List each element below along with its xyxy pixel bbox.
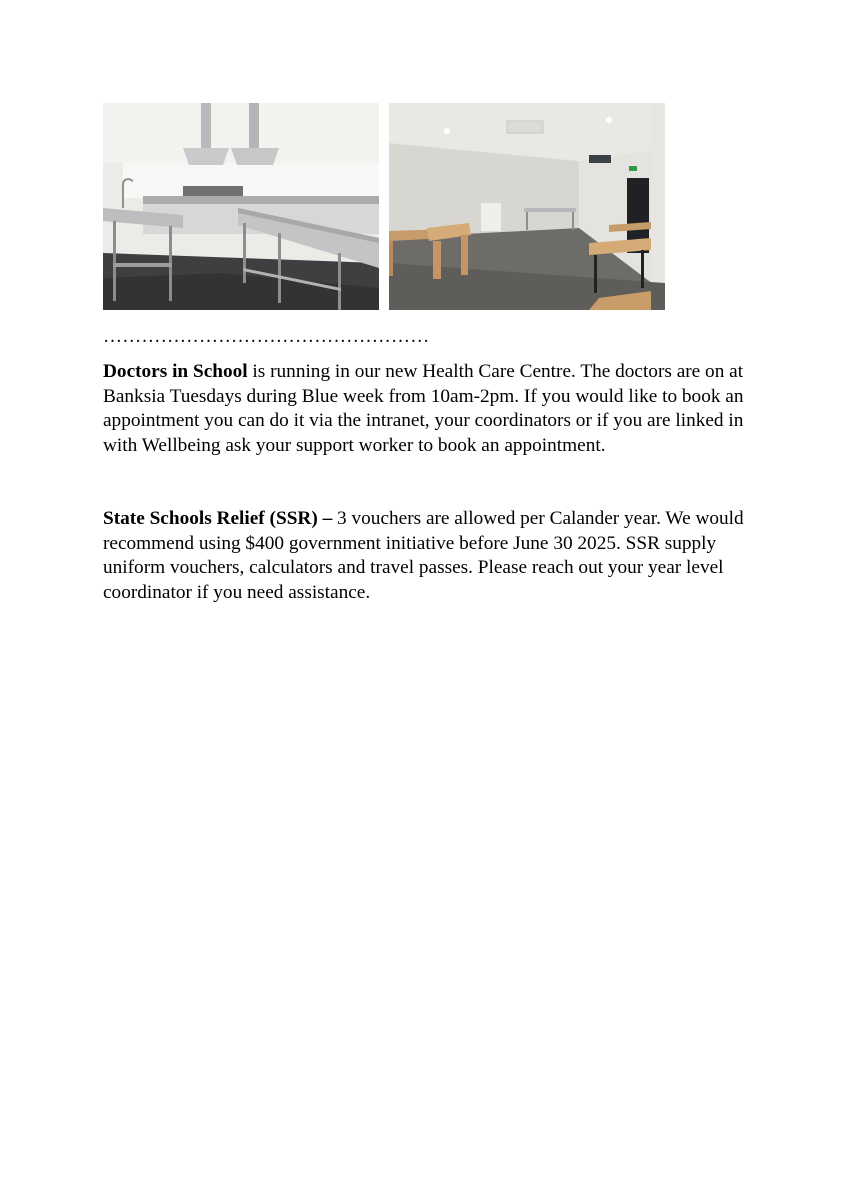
separator-dots: …………………………………………… bbox=[103, 326, 430, 347]
state-schools-relief-paragraph bbox=[103, 507, 751, 605]
doctors-in-school-heading: Doctors in School bbox=[103, 361, 248, 382]
doctors-in-school-body: is running in our new Health Care Centre. The doctors are on at Banksia Tuesdays during Blue week from 10am-2pm. If you would like to book an appointment you can do it via the intranet, your coordinators or if you are linked in with Wellbeing ask your support worker to book an appointment. bbox=[103, 361, 744, 456]
state-schools-relief-body: 3 vouchers are allowed per Calander year. We would recommend using $400 government initiative before June 30 2025. SSR supply uniform vouchers, calculators and travel passes. Please reach out your year level coordinator if you need assistance. bbox=[103, 508, 744, 603]
doctors-in-school-paragraph bbox=[103, 360, 751, 458]
health-centre-room-photo bbox=[389, 103, 665, 310]
kitchen-photo bbox=[103, 103, 379, 310]
state-schools-relief-heading: State Schools Relief (SSR) – bbox=[103, 508, 333, 529]
kitchen-photo-icon bbox=[103, 103, 379, 310]
health-centre-room-photo-icon bbox=[389, 103, 665, 310]
